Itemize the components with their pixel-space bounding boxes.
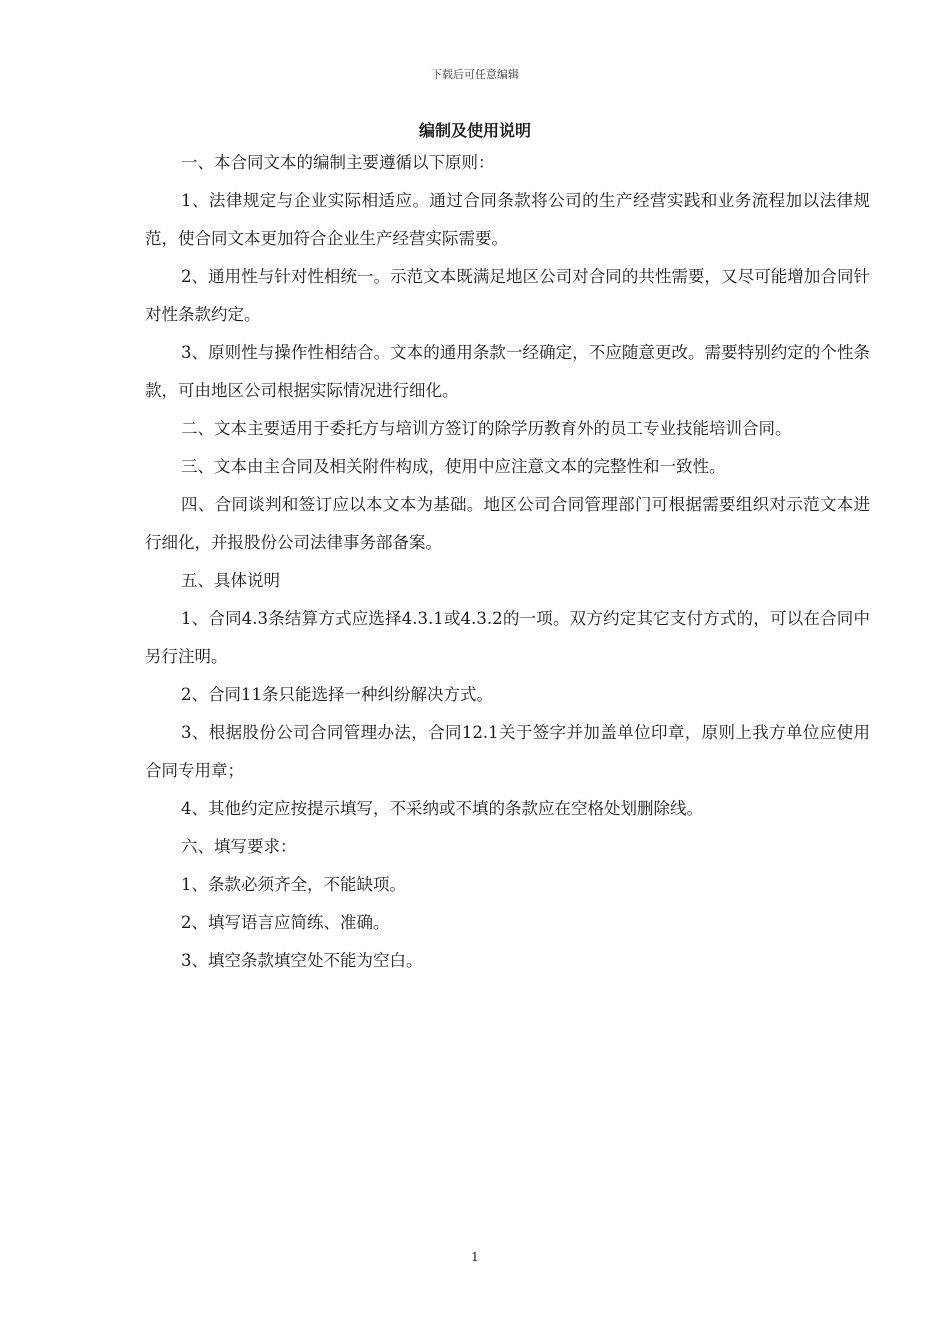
paragraph: 1、法律规定与企业实际相适应。通过合同条款将公司的生产经营实践和业务流程加以法律规范，使合同文本更加符合企业生产经营实际需要。 bbox=[145, 191, 870, 248]
paragraph: 1、合同4.3条结算方式应选择4.3.1或4.3.2的一项。双方约定其它支付方式的，可以在合同中另行注明。 bbox=[145, 609, 870, 666]
document-title: 编制及使用说明 bbox=[418, 121, 531, 140]
paragraph: 1、条款必须齐全，不能缺项。 bbox=[181, 875, 406, 894]
paragraph: 三、文本由主合同及相关附件构成，使用中应注意文本的完整性和一致性。 bbox=[181, 457, 726, 476]
paragraph: 2、填写语言应简练、准确。 bbox=[181, 913, 390, 932]
paragraph: 六、填写要求： bbox=[181, 837, 297, 856]
paragraph: 五、具体说明 bbox=[181, 571, 280, 590]
header-note: 下载后可任意编辑 bbox=[431, 68, 519, 81]
document-body bbox=[145, 144, 870, 980]
paragraph: 3、根据股份公司合同管理办法，合同12.1关于签字并加盖单位印章，原则上我方单位应使用合同专用章； bbox=[145, 723, 870, 780]
paragraph: 二、文本主要适用于委托方与培训方签订的除学历教育外的员工专业技能培训合同。 bbox=[181, 419, 792, 438]
paragraph: 2、通用性与针对性相统一。示范文本既满足地区公司对合同的共性需要，又尽可能增加合同针对性条款约定。 bbox=[145, 267, 870, 324]
paragraph: 3、原则性与操作性相结合。文本的通用条款一经确定，不应随意更改。需要特别约定的个性条款，可由地区公司根据实际情况进行细化。 bbox=[145, 343, 870, 400]
paragraph: 一、本合同文本的编制主要遵循以下原则： bbox=[181, 153, 495, 172]
paragraph: 4、其他约定应按提示填写，不采纳或不填的条款应在空格处划删除线。 bbox=[181, 799, 703, 818]
paragraph: 3、填空条款填空处不能为空白。 bbox=[181, 951, 423, 970]
page-number: 1 bbox=[471, 1250, 479, 1264]
paragraph: 2、合同11条只能选择一种纠纷解决方式。 bbox=[181, 685, 493, 704]
paragraph: 四、合同谈判和签订应以本文本为基础。地区公司合同管理部门可根据需要组织对示范文本进行细化，并报股份公司法律事务部备案。 bbox=[145, 495, 870, 552]
